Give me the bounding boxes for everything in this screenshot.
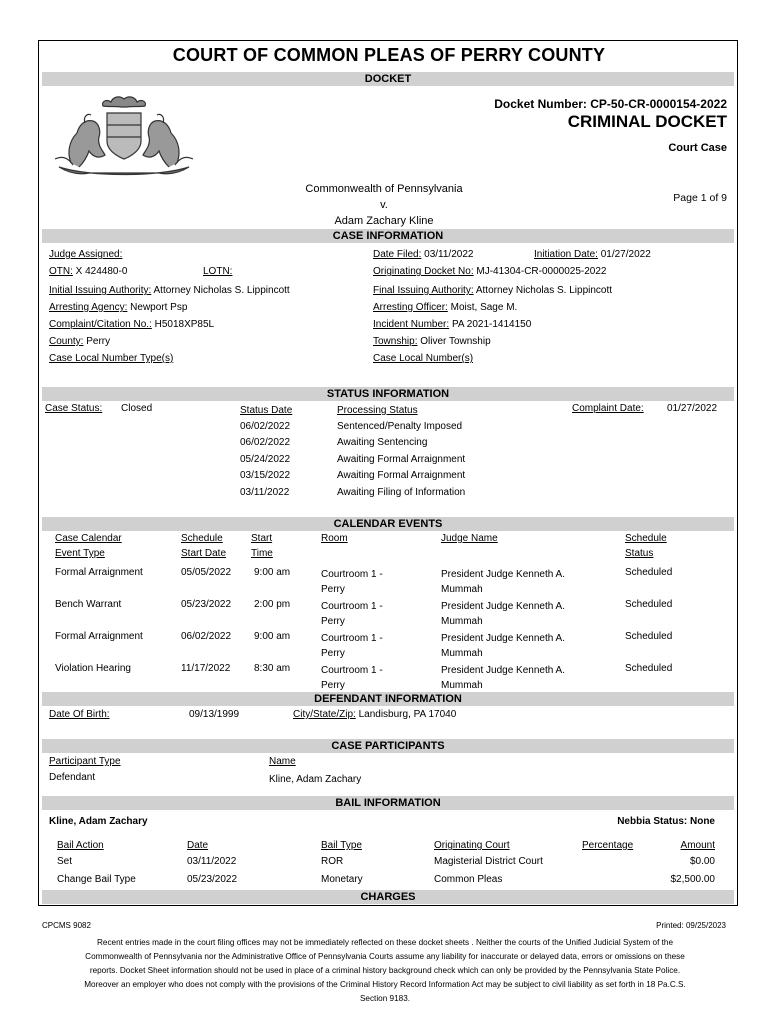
county-label: County: <box>49 336 84 347</box>
room-line-1: Courtroom 1 - <box>321 569 383 580</box>
bail-action: Change Bail Type <box>57 874 136 885</box>
bail-amount: $0.00 <box>689 856 715 867</box>
docket-number: Docket Number: CP-50-CR-0000154-2022 <box>494 97 727 111</box>
judge-name-header: Judge Name <box>441 533 498 544</box>
bail-person: Kline, Adam Zachary <box>49 816 148 827</box>
judge-assigned-label: Judge Assigned: <box>49 249 123 260</box>
arresting-officer-label: Arresting Officer: <box>373 302 448 313</box>
court-case-label: Court Case <box>668 142 727 154</box>
bail-type: ROR <box>321 856 344 867</box>
date-filed-value: 03/11/2022 <box>424 249 474 260</box>
judge-line-1: President Judge Kenneth A. <box>441 569 565 580</box>
page-number: Page 1 of 9 <box>673 192 727 204</box>
otn-value: X 424480-0 <box>75 266 128 277</box>
incident-number-value: PA 2021-1414150 <box>451 319 532 330</box>
status-date: 06/02/2022 <box>240 437 291 448</box>
complaint-date-label: Complaint Date: <box>572 403 644 414</box>
bail-type: Monetary <box>321 874 363 885</box>
processing-status: Awaiting Filing of Information <box>337 487 466 498</box>
originating-docket-label: Originating Docket No: <box>373 266 474 277</box>
complaint-citation <box>49 319 214 331</box>
date-filed-label: Date Filed: <box>373 249 422 260</box>
judge-line-1: President Judge Kenneth A. <box>441 665 565 676</box>
participant-name-header: Name <box>269 756 296 767</box>
schedule-status: Scheduled <box>625 599 673 610</box>
schedule-status-header-2: Status <box>625 548 654 559</box>
room-line-2: Perry <box>321 680 345 691</box>
complaint-citation-value: H5018XP85L <box>154 319 215 330</box>
start-time: 9:00 am <box>254 631 291 642</box>
case-participants-bar: CASE PARTICIPANTS <box>42 739 734 753</box>
participant-type: Defendant <box>49 772 96 783</box>
defendant-information-bar: DEFENDANT INFORMATION <box>42 692 734 706</box>
start-time-header-2: Time <box>251 548 273 559</box>
processing-status: Sentenced/Penalty Imposed <box>337 421 463 432</box>
originating-court-header: Originating Court <box>434 840 510 851</box>
incident-number-label: Incident Number: <box>373 319 450 330</box>
complaint-citation-label: Complaint/Citation No.: <box>49 319 152 330</box>
originating-court: Common Pleas <box>434 874 503 885</box>
calendar-events-bar: CALENDAR EVENTS <box>42 517 734 531</box>
processing-status: Awaiting Sentencing <box>337 437 428 448</box>
judge-line-2: Mummah <box>441 680 483 691</box>
start-time: 2:00 pm <box>254 599 291 610</box>
arresting-agency-value: Newport Psp <box>130 302 188 313</box>
court-title: COURT OF COMMON PLEAS OF PERRY COUNTY <box>172 45 606 65</box>
schedule-status: Scheduled <box>625 567 673 578</box>
schedule-date: 05/05/2022 <box>181 567 232 578</box>
caption-plaintiff: Commonwealth of Pennsylvania <box>305 183 463 195</box>
city-state-zip <box>293 709 456 721</box>
status-date: 03/15/2022 <box>240 470 291 481</box>
bail-date: 03/11/2022 <box>187 856 237 867</box>
processing-status-header: Processing Status <box>337 405 418 416</box>
initial-issuing-authority <box>49 285 290 297</box>
status-date: 03/11/2022 <box>240 487 290 498</box>
event-type-header-2: Event Type <box>55 548 105 559</box>
room-line-2: Perry <box>321 616 345 627</box>
participant-name: Kline, Adam Zachary <box>269 774 362 785</box>
schedule-status: Scheduled <box>625 631 673 642</box>
final-issuing-authority-label: Final Issuing Authority: <box>373 285 474 296</box>
initial-issuing-authority-label: Initial Issuing Authority: <box>49 285 152 296</box>
originating-docket-value: MJ-41304-CR-0000025-2022 <box>476 266 607 277</box>
case-status-value: Closed <box>121 403 153 414</box>
bail-information-bar: BAIL INFORMATION <box>42 796 734 810</box>
judge-line-1: President Judge Kenneth A. <box>441 601 565 612</box>
event-type: Formal Arraignment <box>55 631 143 642</box>
schedule-status: Scheduled <box>625 663 673 674</box>
charges-bar: CHARGES <box>42 890 734 904</box>
case-status-label: Case Status: <box>45 403 103 414</box>
final-issuing-authority-value: Attorney Nicholas S. Lippincott <box>475 285 613 296</box>
judge-line-1: President Judge Kenneth A. <box>441 633 565 644</box>
start-time-header-1: Start <box>251 533 273 544</box>
processing-status: Awaiting Formal Arraignment <box>337 470 466 481</box>
printed-date: Printed: 09/25/2023 <box>656 921 726 930</box>
status-date: 06/02/2022 <box>240 421 291 432</box>
incident-number <box>373 319 531 331</box>
form-number: CPCMS 9082 <box>42 921 91 930</box>
case-status <box>45 403 102 415</box>
schedule-date-header-2: Start Date <box>181 548 227 559</box>
county-value: Perry <box>86 336 111 347</box>
lotn-label: LOTN: <box>203 266 233 277</box>
initial-issuing-authority-value: Attorney Nicholas S. Lippincott <box>153 285 290 296</box>
township-value: Oliver Township <box>420 336 491 347</box>
schedule-status-header-1: Schedule <box>625 533 667 544</box>
final-issuing-authority <box>373 285 612 297</box>
bail-date-header: Date <box>187 840 209 851</box>
initiation-date-label: Initiation Date: <box>534 249 598 260</box>
arresting-agency <box>49 302 187 314</box>
township <box>373 336 491 348</box>
case-local-numbers-label: Case Local Number(s) <box>373 353 474 364</box>
status-date: 05/24/2022 <box>240 454 291 465</box>
bail-amount: $2,500.00 <box>670 874 715 885</box>
judge-line-2: Mummah <box>441 616 483 627</box>
processing-status: Awaiting Formal Arraignment <box>337 454 466 465</box>
bail-type-header: Bail Type <box>321 840 362 851</box>
room-line-1: Courtroom 1 - <box>321 633 383 644</box>
percentage-header: Percentage <box>582 840 634 851</box>
bail-date: 05/23/2022 <box>187 874 238 885</box>
originating-docket <box>373 266 606 278</box>
docket-frame <box>38 40 738 906</box>
room-line-2: Perry <box>321 648 345 659</box>
date-of-birth-value: 09/13/1999 <box>189 709 240 720</box>
arresting-officer-value: Moist, Sage M. <box>450 302 518 313</box>
schedule-date: 11/17/2022 <box>181 663 231 674</box>
event-type: Violation Hearing <box>55 663 131 674</box>
event-type-header-1: Case Calendar <box>55 533 122 544</box>
city-state-zip-value: Landisburg, PA 17040 <box>358 709 457 720</box>
arresting-agency-label: Arresting Agency: <box>49 302 128 313</box>
event-type: Formal Arraignment <box>55 567 143 578</box>
otn-label: OTN: <box>49 266 73 277</box>
originating-court: Magisterial District Court <box>434 856 543 867</box>
caption-versus: v. <box>380 199 388 211</box>
date-of-birth-label: Date Of Birth: <box>49 709 110 720</box>
participant-type-header: Participant Type <box>49 756 121 767</box>
bail-action: Set <box>57 856 73 867</box>
event-type: Bench Warrant <box>55 599 122 610</box>
arresting-officer <box>373 302 517 314</box>
start-time: 9:00 am <box>254 567 291 578</box>
initiation-date-value: 01/27/2022 <box>600 249 651 260</box>
pennsylvania-seal-icon <box>49 93 199 179</box>
amount-header: Amount <box>680 840 715 851</box>
room-line-1: Courtroom 1 - <box>321 665 383 676</box>
schedule-date-header-1: Schedule <box>181 533 223 544</box>
docket-type: CRIMINAL DOCKET <box>567 112 727 131</box>
nebbia-status: Nebbia Status: None <box>617 816 715 827</box>
judge-line-2: Mummah <box>441 584 483 595</box>
complaint-date-value: 01/27/2022 <box>667 403 718 414</box>
start-time: 8:30 am <box>254 663 291 674</box>
schedule-date: 06/02/2022 <box>181 631 232 642</box>
status-date-header: Status Date <box>240 405 293 416</box>
case-local-number-type-label: Case Local Number Type(s) <box>49 353 174 364</box>
case-caption <box>259 181 509 229</box>
status-information-bar: STATUS INFORMATION <box>42 387 734 401</box>
initiation-date <box>534 249 651 261</box>
county <box>49 336 110 348</box>
docket-bar: DOCKET <box>42 72 734 86</box>
disclaimer-text: Recent entries made in the court filing offices may not be immediately reflected on these docket sheets . Neither the courts of the Unified Judicial System of the Commonwealth of Pennsylvania nor the Administrative Office of Pennsylvania Courts assume any liability for inaccurate or delayed data, errors or omissions on these reports. Docket Sheet information should not be used in place of a criminal history background check which can only be provided by the Pennsylvania State Police. Moreover an employer who does not comply with the provisions of the Criminal History Record Information Act may be subject to civil liability as set forth in 18 Pa.C.S. Section 9183. <box>84 938 686 1003</box>
township-label: Township: <box>373 336 418 347</box>
case-information-bar: CASE INFORMATION <box>42 229 734 243</box>
schedule-date: 05/23/2022 <box>181 599 232 610</box>
room-line-2: Perry <box>321 584 345 595</box>
judge-line-2: Mummah <box>441 648 483 659</box>
caption-defendant: Adam Zachary Kline <box>334 215 434 227</box>
room-header: Room <box>321 533 348 544</box>
date-filed <box>373 249 473 261</box>
room-line-1: Courtroom 1 - <box>321 601 383 612</box>
otn <box>49 266 127 278</box>
city-state-zip-label: City/State/Zip: <box>293 709 356 720</box>
bail-action-header: Bail Action <box>57 840 104 851</box>
